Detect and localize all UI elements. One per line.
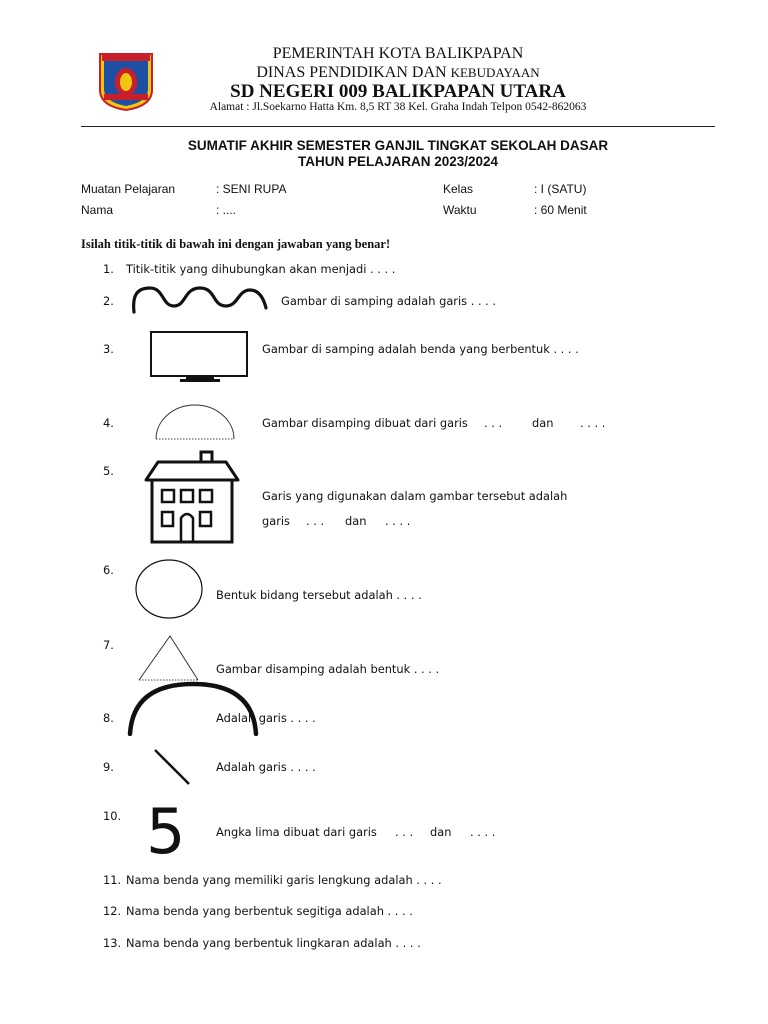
header-divider (81, 126, 715, 127)
house-icon (144, 450, 240, 546)
answer-blank: . . . . (470, 825, 496, 839)
question-text: Adalah garis . . . . (216, 760, 316, 774)
question-text: Gambar di samping adalah garis . . . . (281, 294, 497, 308)
triangle-shape-icon (136, 632, 202, 684)
answer-blank: . . . (306, 514, 325, 528)
television-icon (150, 330, 250, 384)
question-text: Nama benda yang memiliki garis lengkung adalah . . . . (126, 873, 442, 887)
question-number: 12. (103, 904, 122, 918)
question-number: 9. (103, 760, 114, 774)
question-number: 11. (103, 873, 122, 887)
answer-blank: . . . . (385, 514, 411, 528)
question-number: 1. (103, 262, 114, 276)
conjunction: dan (532, 416, 554, 430)
name-value: : .... (216, 203, 237, 217)
dept-heading-main: DINAS PENDIDIKAN DAN (256, 64, 451, 81)
answer-blank: . . . (395, 825, 414, 839)
exam-title: SUMATIF AKHIR SEMESTER GANJIL TINGKAT SEKOLAH DASAR (187, 138, 609, 153)
question-text: Titik-titik yang dihubungkan akan menjadi . . . . (126, 262, 396, 276)
question-text: Bentuk bidang tersebut adalah . . . . (216, 588, 422, 602)
question-number: 2. (103, 294, 114, 308)
answer-blank: . . . . (580, 416, 606, 430)
conjunction: dan (345, 514, 367, 528)
question-number: 10. (103, 809, 122, 823)
wavy-line-icon (128, 284, 270, 316)
dept-heading (0, 64, 768, 82)
circle-shape-icon (134, 558, 204, 620)
question-text: Adalah garis . . . . (216, 711, 316, 725)
question-text: Nama benda yang berbentuk lingkaran adalah . . . . (126, 936, 421, 950)
question-number: 8. (103, 711, 114, 725)
time-value: : 60 Menit (534, 203, 587, 217)
question-text: Angka lima dibuat dari garis (216, 825, 377, 839)
class-value: : I (SATU) (534, 182, 587, 196)
diagonal-line-icon (150, 746, 194, 788)
time-label: Waktu (443, 203, 477, 217)
semicircle-icon (153, 402, 237, 442)
conjunction: dan (430, 825, 452, 839)
question-text: Nama benda yang berbentuk segitiga adalah . . . . (126, 904, 413, 918)
gov-heading: PEMERINTAH KOTA BALIKPAPAN (272, 45, 524, 62)
question-number: 6. (103, 563, 114, 577)
question-text-cont: garis (262, 514, 290, 528)
dept-heading-small: KEBUDAYAAN (450, 65, 540, 80)
question-number: 3. (103, 342, 114, 356)
answer-blank: . . . (484, 416, 503, 430)
arc-line-icon (125, 680, 261, 736)
question-text: Gambar disamping dibuat dari garis (262, 416, 468, 430)
question-text: Garis yang digunakan dalam gambar tersebut adalah (262, 489, 568, 503)
instruction: Isilah titik-titik di bawah ini dengan jawaban yang benar! (81, 237, 391, 251)
question-text: Gambar disamping adalah bentuk . . . . (216, 662, 440, 676)
school-name: SD NEGERI 009 BALIKPAPAN UTARA (230, 81, 566, 102)
name-label: Nama (81, 203, 114, 217)
question-number: 4. (103, 416, 114, 430)
question-number: 5. (103, 464, 114, 478)
question-text: Gambar di samping adalah benda yang berbentuk . . . . (262, 342, 579, 356)
class-label: Kelas (443, 182, 474, 196)
question-number: 13. (103, 936, 122, 950)
question-number: 7. (103, 638, 114, 652)
exam-year: TAHUN PELAJARAN 2023/2024 (297, 154, 499, 169)
digit-five: 5 (146, 795, 186, 868)
subject-label: Muatan Pelajaran (81, 182, 176, 196)
subject-value: : SENI RUPA (216, 182, 287, 196)
school-address: Alamat : Jl.Soekarno Hatta Km. 8,5 RT 38 Kel. Graha Indah Telpon 0542-862063 (209, 101, 587, 113)
